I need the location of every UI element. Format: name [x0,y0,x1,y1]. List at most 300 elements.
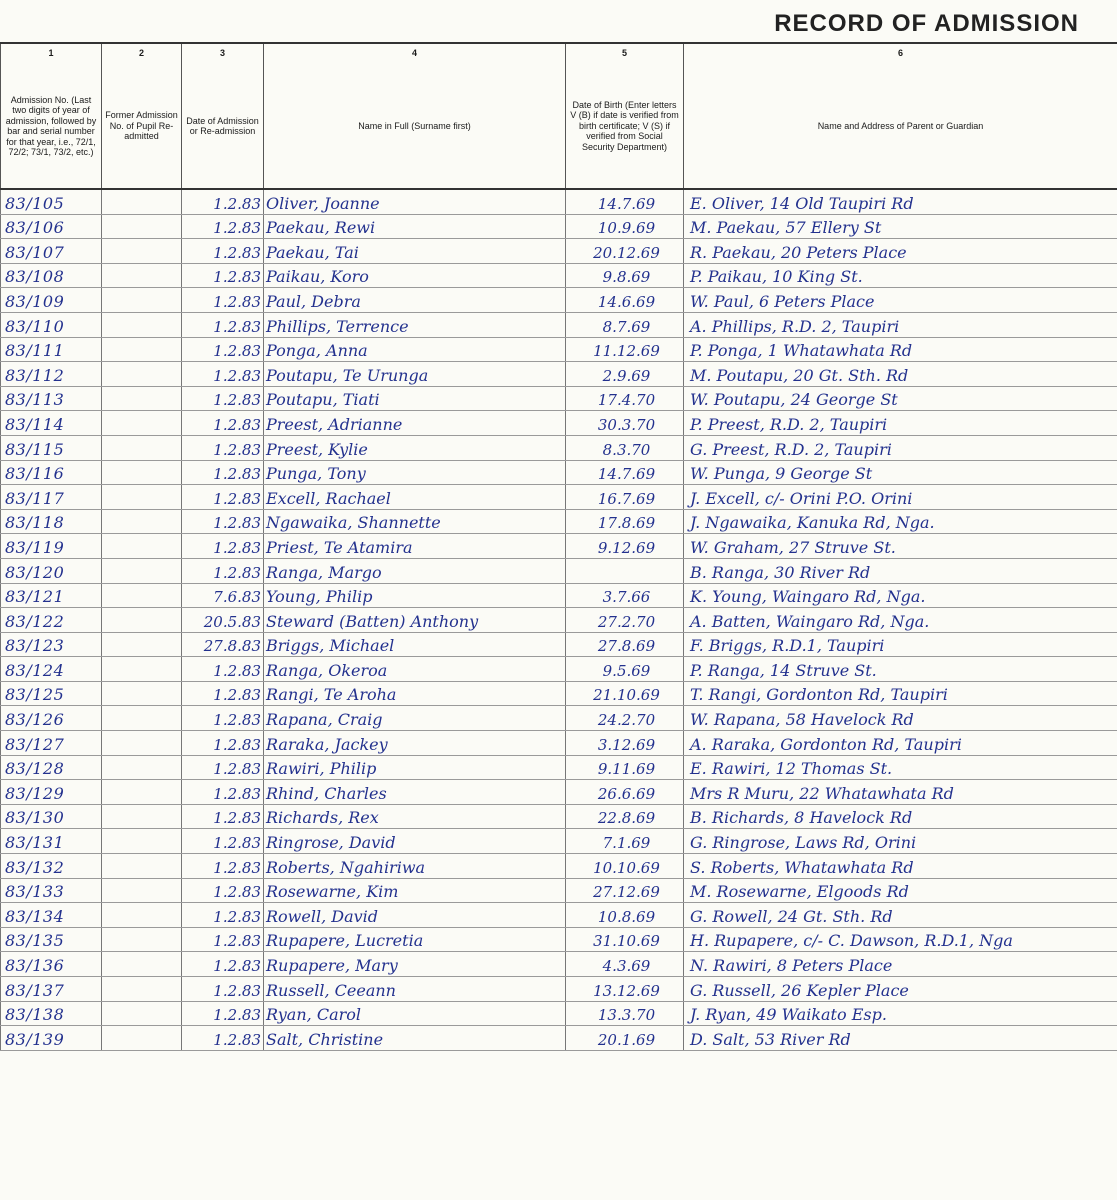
former-admission-cell [102,878,182,903]
pupil-name-text: Ranga, Okeroa [266,660,388,680]
parent-guardian-text: B. Richards, 8 Havelock Rd [690,808,913,828]
column-label: Former Admission No. of Pupil Re-admitted [105,110,178,142]
admission-number-cell [1,878,102,903]
pupil-name-cell [264,386,566,411]
pupil-name-text: Rosewarne, Kim [266,882,399,902]
parent-guardian-cell [684,411,1117,436]
former-admission-cell [102,731,182,756]
parent-guardian-text: D. Salt, 53 River Rd [690,1029,851,1049]
date-of-birth-cell [566,927,684,952]
pupil-name-text: Ryan, Carol [266,1005,361,1025]
admission-date-text: 1.2.83 [213,957,261,975]
admission-number-cell [1,1026,102,1051]
admission-date-cell [182,189,264,214]
date-of-birth-text: 30.3.70 [597,415,656,434]
pupil-name-text: Rupapere, Mary [266,956,398,975]
admission-date-text: 1.2.83 [213,932,261,951]
admission-date-cell [182,1001,264,1026]
former-admission-cell [102,780,182,805]
admission-date-cell [182,731,264,756]
admission-number-cell [1,411,102,436]
parent-guardian-cell [684,435,1117,460]
admission-number-cell [1,337,102,362]
parent-guardian-text: K. Young, Waingaro Rd, Nga. [690,587,926,607]
parent-guardian-text: N. Rawiri, 8 Peters Place [690,956,893,975]
date-of-birth-cell [566,952,684,977]
pupil-name-cell [264,288,566,313]
pupil-name-cell [264,337,566,362]
admission-date-text: 1.2.83 [213,1006,261,1025]
date-of-birth-text: 27.12.69 [593,883,660,902]
parent-guardian-text: P. Ranga, 14 Struve St. [690,660,877,680]
admission-date-text: 20.5.83 [203,612,261,631]
former-admission-cell [102,1001,182,1026]
parent-guardian-text: M. Rosewarne, Elgoods Rd [690,882,909,902]
former-admission-cell [102,657,182,682]
admission-date-text: 1.2.83 [213,883,261,902]
column-number: 5 [621,48,627,58]
parent-guardian-cell [684,657,1117,682]
column-header-admission-no [1,43,102,189]
pupil-name-cell [264,829,566,854]
parent-guardian-text: T. Rangi, Gordonton Rd, Taupiri [690,685,948,705]
admission-number-text: 83/136 [5,956,65,975]
admission-date-cell [182,558,264,583]
admission-number-text: 83/117 [5,488,65,508]
date-of-birth-text: 7.1.69 [602,834,651,853]
pupil-name-cell [264,731,566,756]
parent-guardian-cell [684,558,1117,583]
parent-guardian-text: B. Ranga, 30 River Rd [690,562,871,582]
admission-date-text: 1.2.83 [213,514,261,533]
former-admission-cell [102,312,182,337]
date-of-birth-text: 9.12.69 [597,538,656,557]
date-of-birth-text: 26.6.69 [597,784,656,803]
table-row [1,312,1117,337]
table-row [1,681,1117,706]
admission-number-cell [1,558,102,583]
column-label: Admission No. (Last two digits of year of admission, followed by bar and serial number for that year, i.e., 72/1, 72/2; 73/1, 73/2, etc.) [5,94,97,157]
date-of-birth-cell [566,681,684,706]
admission-date-cell [182,288,264,313]
date-of-birth-text: 9.8.69 [602,268,651,287]
pupil-name-cell [264,755,566,780]
pupil-name-cell [264,952,566,977]
admission-date-text: 1.2.83 [213,268,261,287]
pupil-name-cell [264,485,566,510]
table-row [1,1026,1117,1051]
pupil-name-cell [264,263,566,288]
table-row [1,558,1117,583]
table-row [1,509,1117,534]
date-of-birth-cell [566,337,684,362]
admission-number-text: 83/135 [5,931,65,951]
date-of-birth-cell [566,706,684,731]
former-admission-cell [102,214,182,239]
former-admission-cell [102,927,182,952]
pupil-name-text: Oliver, Joanne [266,193,380,213]
former-admission-cell [102,239,182,264]
admission-number-text: 83/108 [5,267,65,287]
date-of-birth-cell [566,189,684,214]
date-of-birth-cell [566,239,684,264]
admission-number-cell [1,657,102,682]
pupil-name-cell [264,189,566,214]
pupil-name-text: Rhind, Charles [266,783,387,803]
pupil-name-text: Excell, Rachael [266,488,391,508]
table-row [1,829,1117,854]
admission-date-cell [182,460,264,485]
admission-date-text: 1.2.83 [213,1030,261,1049]
former-admission-cell [102,681,182,706]
admission-number-text: 83/112 [5,365,65,385]
parent-guardian-text: P. Paikau, 10 King St. [690,267,863,287]
admission-date-cell [182,312,264,337]
former-admission-cell [102,534,182,559]
table-row [1,485,1117,510]
admission-number-text: 83/110 [5,316,65,336]
table-row [1,878,1117,903]
table-row [1,706,1117,731]
parent-guardian-cell [684,977,1117,1002]
date-of-birth-cell [566,386,684,411]
admission-number-cell [1,435,102,460]
date-of-birth-cell [566,632,684,657]
pupil-name-cell [264,780,566,805]
admission-date-text: 1.2.83 [213,686,261,705]
parent-guardian-text: G. Ringrose, Laws Rd, Orini [690,833,917,853]
admission-date-cell [182,239,264,264]
column-header-date-of-birth [566,43,684,189]
date-of-birth-text: 10.9.69 [597,219,656,238]
admission-number-text: 83/127 [5,734,65,754]
admission-date-text: 1.2.83 [213,735,261,754]
date-of-birth-text: 14.7.69 [597,465,656,484]
admission-number-cell [1,854,102,879]
date-of-birth-cell [566,411,684,436]
parent-guardian-cell [684,681,1117,706]
admission-date-text: 1.2.83 [213,465,261,484]
table-row [1,435,1117,460]
admission-number-cell [1,952,102,977]
pupil-name-cell [264,706,566,731]
parent-guardian-text: J. Ngawaika, Kanuka Rd, Nga. [690,513,935,533]
pupil-name-text: Briggs, Michael [266,636,395,656]
admission-date-text: 1.2.83 [213,219,261,238]
admission-date-text: 1.2.83 [213,292,261,311]
admission-date-cell [182,706,264,731]
date-of-birth-text: 3.7.66 [602,588,651,607]
parent-guardian-text: F. Briggs, R.D.1, Taupiri [690,636,885,656]
table-header [1,43,1117,189]
date-of-birth-cell [566,1026,684,1051]
column-number: 1 [48,48,54,58]
pupil-name-cell [264,1001,566,1026]
admission-number-text: 83/139 [5,1029,65,1049]
admission-date-text: 1.2.83 [213,711,261,730]
table-row [1,780,1117,805]
admission-date-cell [182,509,264,534]
parent-guardian-text: A. Phillips, R.D. 2, Taupiri [690,316,900,336]
table-row [1,927,1117,952]
admission-date-cell [182,263,264,288]
admission-number-cell [1,1001,102,1026]
admission-date-cell [182,485,264,510]
pupil-name-cell [264,214,566,239]
date-of-birth-text: 8.7.69 [602,317,651,336]
date-of-birth-text: 22.8.69 [597,809,656,828]
parent-guardian-cell [684,952,1117,977]
admission-date-text: 1.2.83 [213,760,261,779]
table-row [1,952,1117,977]
admission-date-text: 1.2.83 [213,563,261,582]
admission-number-text: 83/134 [5,906,65,926]
parent-guardian-cell [684,362,1117,387]
pupil-name-cell [264,903,566,928]
pupil-name-text: Ngawaika, Shannette [266,513,441,533]
date-of-birth-cell [566,755,684,780]
column-header-parent-guardian [684,43,1117,189]
admission-date-text: 1.2.83 [213,489,261,508]
parent-guardian-text: W. Rapana, 58 Havelock Rd [690,710,914,730]
admission-date-cell [182,952,264,977]
parent-guardian-text: M. Poutapu, 20 Gt. Sth. Rd [690,365,909,385]
date-of-birth-cell [566,362,684,387]
admission-number-cell [1,608,102,633]
table-row [1,583,1117,608]
pupil-name-text: Ringrose, David [266,833,396,853]
date-of-birth-cell [566,829,684,854]
parent-guardian-text: J. Ryan, 49 Waikato Esp. [690,1005,887,1025]
table-row [1,189,1117,214]
admission-register-table [0,42,1117,1051]
pupil-name-cell [264,312,566,337]
former-admission-cell [102,1026,182,1051]
pupil-name-cell [264,854,566,879]
admission-number-text: 83/138 [5,1005,65,1025]
pupil-name-text: Priest, Te Atamira [266,537,413,557]
parent-guardian-cell [684,583,1117,608]
parent-guardian-text: A. Batten, Waingaro Rd, Nga. [690,611,930,631]
admission-date-text: 1.2.83 [213,809,261,828]
pupil-name-cell [264,583,566,608]
pupil-name-cell [264,411,566,436]
date-of-birth-text: 11.12.69 [593,342,660,361]
admission-date-text: 1.2.83 [213,538,261,557]
date-of-birth-cell [566,288,684,313]
former-admission-cell [102,509,182,534]
parent-guardian-cell [684,878,1117,903]
column-label: Date of Admission or Re-admission [186,115,259,136]
column-header-date-of-admission [182,43,264,189]
admission-number-text: 83/111 [5,341,65,361]
admission-date-text: 1.2.83 [213,415,261,434]
column-label: Date of Birth (Enter letters V (B) if date is verified from birth certificate; V (S) if verified from Social Security Department) [570,99,679,152]
table-row [1,804,1117,829]
parent-guardian-cell [684,755,1117,780]
admission-number-cell [1,362,102,387]
parent-guardian-text: E. Rawiri, 12 Thomas St. [690,759,893,779]
parent-guardian-text: W. Punga, 9 George St [690,464,873,484]
pupil-name-text: Rowell, David [266,906,379,926]
pupil-name-text: Salt, Christine [266,1029,384,1049]
date-of-birth-text: 9.5.69 [602,661,651,680]
admission-number-text: 83/121 [5,587,65,607]
parent-guardian-cell [684,485,1117,510]
former-admission-cell [102,583,182,608]
pupil-name-cell [264,977,566,1002]
admission-date-cell [182,608,264,633]
admission-date-text: 1.2.83 [213,366,261,385]
date-of-birth-cell [566,854,684,879]
pupil-name-text: Roberts, Ngahiriwa [266,857,426,877]
former-admission-cell [102,903,182,928]
date-of-birth-text: 9.11.69 [597,760,656,779]
table-row [1,534,1117,559]
pupil-name-cell [264,362,566,387]
table-row [1,239,1117,264]
admission-date-text: 1.2.83 [213,194,261,213]
admission-date-text: 1.2.83 [213,858,261,877]
admission-date-text: 1.2.83 [213,834,261,853]
admission-date-text: 7.6.83 [213,588,261,607]
parent-guardian-text: Mrs R Muru, 22 Whatawhata Rd [690,783,954,803]
parent-guardian-text: M. Paekau, 57 Ellery St [690,218,882,238]
former-admission-cell [102,706,182,731]
pupil-name-text: Poutapu, Te Urunga [266,365,429,385]
parent-guardian-cell [684,1001,1117,1026]
former-admission-cell [102,632,182,657]
pupil-name-text: Paekau, Rewi [266,218,376,238]
pupil-name-text: Paul, Debra [266,291,361,311]
parent-guardian-cell [684,239,1117,264]
admission-date-cell [182,829,264,854]
parent-guardian-cell [684,337,1117,362]
pupil-name-cell [264,1026,566,1051]
admission-number-text: 83/114 [5,414,65,434]
parent-guardian-cell [684,903,1117,928]
admission-date-cell [182,1026,264,1051]
admission-number-text: 83/115 [5,439,65,459]
admission-number-text: 83/107 [5,242,65,262]
admission-date-cell [182,804,264,829]
pupil-name-cell [264,534,566,559]
pupil-name-text: Punga, Tony [266,464,366,484]
parent-guardian-text: P. Ponga, 1 Whatawhata Rd [690,341,913,361]
former-admission-cell [102,411,182,436]
parent-guardian-text: G. Russell, 26 Kepler Place [690,980,909,1000]
pupil-name-cell [264,657,566,682]
former-admission-cell [102,485,182,510]
table-row [1,608,1117,633]
date-of-birth-text: 21.10.69 [593,686,660,705]
parent-guardian-cell [684,312,1117,337]
admission-number-text: 83/132 [5,857,65,877]
date-of-birth-text: 14.6.69 [597,292,656,311]
former-admission-text [102,1049,181,1050]
admission-date-text: 1.2.83 [213,391,261,410]
date-of-birth-cell [566,878,684,903]
admission-date-cell [182,927,264,952]
date-of-birth-cell [566,509,684,534]
admission-number-cell [1,755,102,780]
pupil-name-text: Ponga, Anna [266,341,368,361]
former-admission-cell [102,977,182,1002]
date-of-birth-text: 10.10.69 [593,858,660,877]
parent-guardian-cell [684,288,1117,313]
date-of-birth-text: 10.8.69 [597,907,656,926]
column-number: 4 [411,48,417,58]
admission-date-text: 1.2.83 [213,243,261,262]
date-of-birth-text: 27.8.69 [597,637,656,656]
parent-guardian-text: P. Preest, R.D. 2, Taupiri [690,414,888,434]
parent-guardian-text: W. Poutapu, 24 George St [690,390,898,410]
column-header-former-admission-no [102,43,182,189]
parent-guardian-cell [684,780,1117,805]
pupil-name-text: Russell, Ceeann [266,980,396,1000]
admission-number-text: 83/109 [5,291,65,311]
parent-guardian-cell [684,854,1117,879]
admission-number-cell [1,780,102,805]
admission-date-cell [182,362,264,387]
parent-guardian-cell [684,460,1117,485]
admission-number-text: 83/120 [5,562,65,582]
date-of-birth-cell [566,534,684,559]
parent-guardian-text: H. Rupapere, c/- C. Dawson, R.D.1, Nga [690,931,1013,951]
date-of-birth-cell [566,263,684,288]
pupil-name-text: Paikau, Koro [266,267,369,287]
admission-date-cell [182,903,264,928]
date-of-birth-text: 27.2.70 [597,612,656,631]
parent-guardian-cell [684,706,1117,731]
parent-guardian-cell [684,386,1117,411]
former-admission-cell [102,386,182,411]
pupil-name-cell [264,435,566,460]
pupil-name-text: Rangi, Te Aroha [266,685,397,705]
pupil-name-text: Richards, Rex [266,808,379,828]
admission-number-text: 83/106 [5,218,65,238]
parent-guardian-cell [684,214,1117,239]
admission-number-cell [1,977,102,1002]
admission-number-cell [1,681,102,706]
admission-number-cell [1,706,102,731]
parent-guardian-text: E. Oliver, 14 Old Taupiri Rd [690,193,914,213]
table-row [1,362,1117,387]
former-admission-cell [102,288,182,313]
parent-guardian-cell [684,608,1117,633]
former-admission-cell [102,189,182,214]
pupil-name-cell [264,239,566,264]
former-admission-cell [102,435,182,460]
pupil-name-text: Raraka, Jackey [266,734,388,754]
pupil-name-cell [264,460,566,485]
date-of-birth-text: 17.4.70 [597,391,656,410]
admission-date-cell [182,854,264,879]
parent-guardian-text: J. Excell, c/- Orini P.O. Orini [690,488,913,508]
admission-date-cell [182,977,264,1002]
admission-number-text: 83/118 [5,513,65,533]
date-of-birth-text: 20.12.69 [593,243,660,262]
admission-date-cell [182,583,264,608]
admission-date-cell [182,657,264,682]
admission-number-text: 83/133 [5,882,65,902]
parent-guardian-text: A. Raraka, Gordonton Rd, Taupiri [690,734,962,754]
parent-guardian-cell [684,731,1117,756]
column-number: 6 [897,48,903,58]
admission-number-text: 83/113 [5,390,65,410]
date-of-birth-cell [566,214,684,239]
admission-number-text: 83/123 [5,636,65,656]
